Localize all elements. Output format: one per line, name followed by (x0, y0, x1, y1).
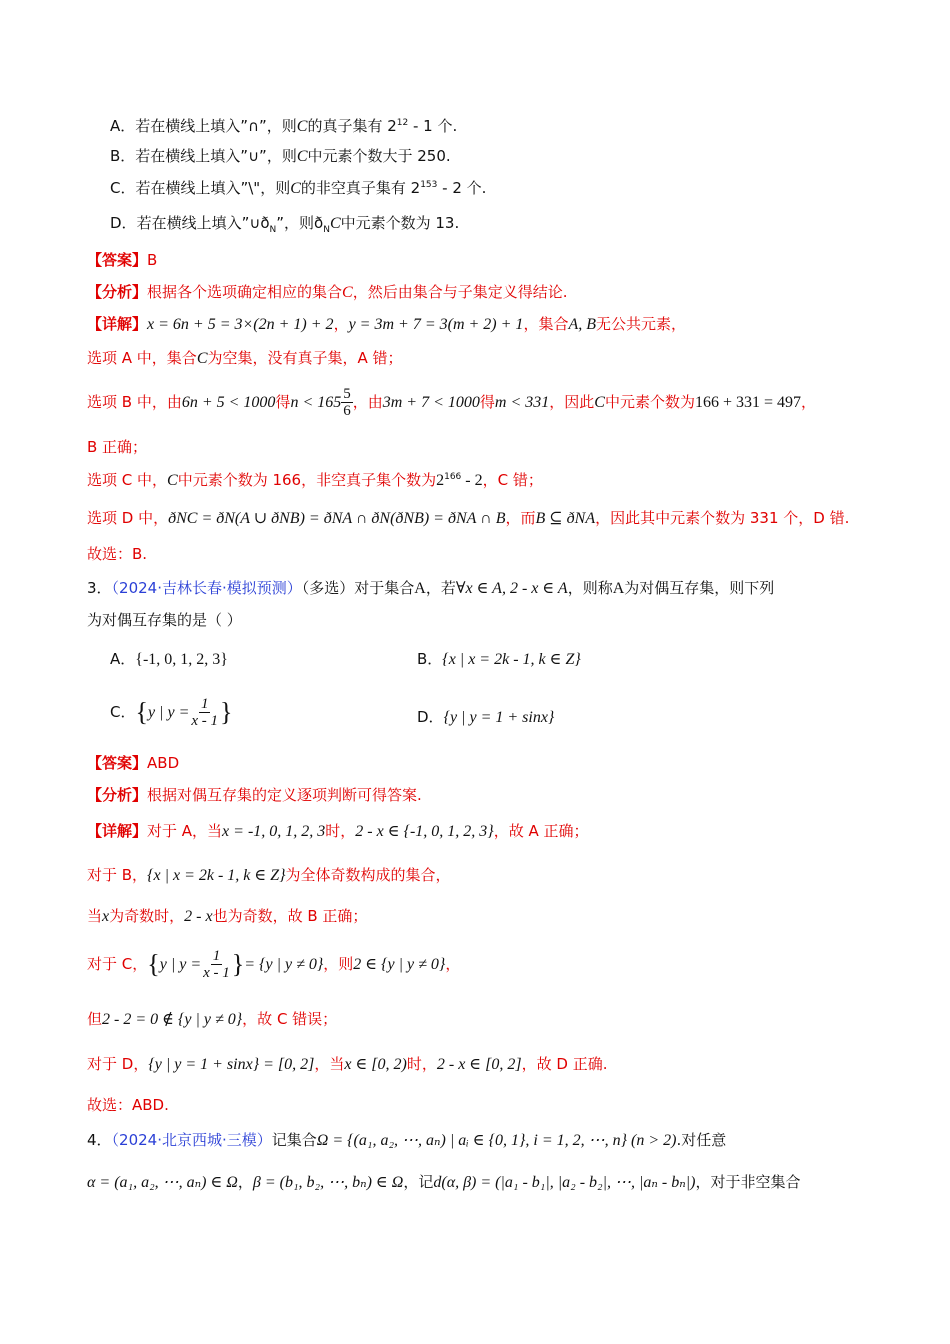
q4-stem: 4．（2024·北京西城·三模）记集合Ω = {(a₁, a₂, ⋯, aₙ) | aᵢ ∈ {0, 1}, i = 1, 2, ⋯, n} (n > 2).对任意 (87, 1131, 727, 1149)
q2-conclusion: 故选：B. (87, 545, 148, 563)
q3-conclusion: 故选：ABD. (87, 1096, 169, 1114)
q2-option-b: B．若在横线上填入”∪”，则C中元素个数大于 250. (110, 147, 451, 165)
fraction-5-6: $\frac{5}{6}$ (343, 386, 351, 419)
q3-detail-d: 对于 D，{y | y = 1 + sinx} = [0, 2]，当x ∈ [0, 2)时，2 - x ∈ [0, 2]，故 D 正确. (87, 1055, 608, 1073)
complement-c: $ð_N$ (314, 214, 330, 235)
q2-option-a: A．若在横线上填入”∩”，则C的真子集有 $2^{12} - 1$ 个. (110, 117, 458, 135)
q3-answer: 【答案】ABD (87, 754, 180, 772)
q3-option-a: A．{-1, 0, 1, 2, 3} (110, 650, 228, 668)
q3-analysis: 【分析】根据对偶互存集的定义逐项判断可得答案. (87, 786, 422, 804)
q2-option-c: C．若在横线上填入”\"，则C的非空真子集有 $2^{153} - 2$ 个. (110, 179, 487, 197)
q3-detail-b: 对于 B，{x | x = 2k - 1, k ∈ Z}为全体奇数构成的集合， (87, 866, 451, 884)
fraction-1-over-x-1: $\frac{1}{x - 1}$ (191, 696, 219, 729)
q2-line-b-end: B 正确； (87, 438, 148, 456)
q3-stem: 3．（2024·吉林长春·模拟预测）（多选）对于集合A，若∀x ∈ A, 2 - x ∈ A，则称A为对偶互存集，则下列 (87, 579, 775, 597)
q3-detail-c-2: 但2 - 2 = 0 ∉ {y | y ≠ 0}，故 C 错误； (87, 1010, 338, 1028)
q3-option-b: B．{x | x = 2k - 1, k ∈ Z} (417, 650, 581, 668)
q3-detail-c: 对于 C，{y | y = $\frac{1}{x - 1}$ }= {y | y ≠ 0}，则2 ∈ {y | y ≠ 0}， (87, 948, 461, 981)
fraction-1-over-x-1: $\frac{1}{x - 1}$ (203, 948, 230, 981)
q3-detail-a: 【详解】对于 A，当x = -1, 0, 1, 2, 3时，2 - x ∈ {-1, 0, 1, 2, 3}，故 A 正确； (87, 822, 589, 840)
q2-analysis: 【分析】根据各个选项确定相应的集合C，然后由集合与子集定义得结论. (87, 283, 568, 301)
q3-detail-b-2: 当x为奇数时，2 - x也为奇数，故 B 正确； (87, 907, 368, 925)
q2-line-b: 选项 B 中，由6n + 5 < 1000得n < 165 $\frac{5}{6}$ ，由3m + 7 < 1000得m < 331，因此C中元素个数为166 + 331 = 497， (87, 386, 817, 419)
q3-option-d: D．{y | y = 1 + sinx} (417, 708, 555, 726)
q4-stem-2: α = (a₁, a₂, ⋯, aₙ) ∈ Ω，β = (b₁, b₂, ⋯, bₙ) ∈ Ω，记d(α, β) = (|a₁ - b₁|, |a₂ - b₂|, ⋯, |aₙ - bₙ|)，对于非空集合 (87, 1173, 801, 1191)
q2-line-a: 选项 A 中，集合C为空集，没有真子集，A 错； (87, 349, 403, 367)
q3-option-c: C．{y | y = $\frac{1}{x - 1}$ } (110, 696, 233, 729)
q2-line-c: 选项 C 中，C中元素个数为 166，非空真子集个数为$2^{166} - 2$，C 错； (87, 471, 543, 489)
q2-detail: 【详解】x = 6n + 5 = 3×(2n + 1) + 2，y = 3m + 7 = 3(m + 2) + 1，集合A, B无公共元素， (87, 315, 687, 333)
q2-answer: 【答案】B (87, 251, 158, 269)
q2-line-d: 选项 D 中，ðNC = ðN(A ∪ ðNB) = ðNA ∩ ðN(ðNB) = ðNA ∩ B，而B ⊆ ðNA，因此其中元素个数为 331 个，D 错. (87, 509, 850, 527)
q2-option-d: D．若在横线上填入$”\cup ð_N$”，则$ð_NC$中元素个数为 13. (110, 214, 460, 235)
q3-stem-2: 为对偶互存集的是（ ） (87, 611, 242, 629)
